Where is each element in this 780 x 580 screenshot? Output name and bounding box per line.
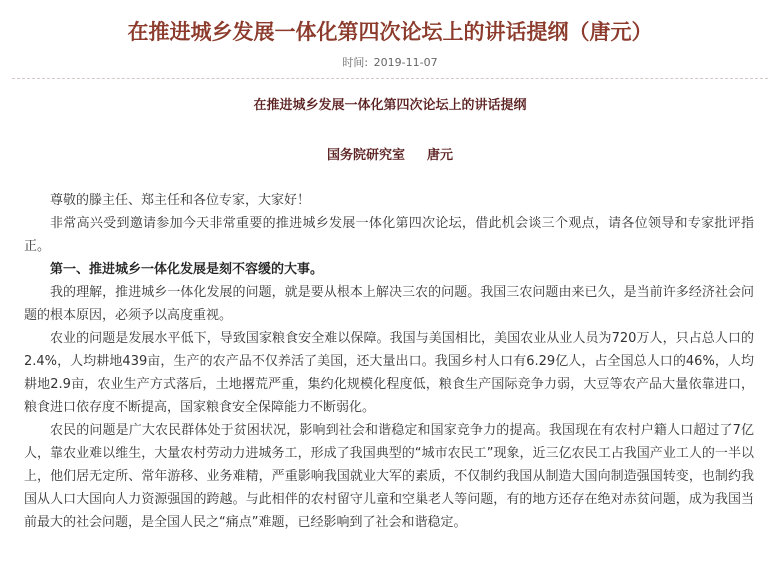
paragraph-farmers: 农民的问题是广大农民群体处于贫困状况，影响到社会和谐稳定和国家竞争力的提高。我国现在有农村户籍人口超过了7亿人，靠农业难以维生，大量农村劳动力进城务工，形成了我国典型的“城市农民工”现象，近三亿农民工占我国产业工人的一半以上，他们居无定所、常年游移、业务难精，严重影响我国就业大军的素质，不仅制约我国从制造大国向制造强国转变，也制约我国从人口大国向人力资源强国的跨越。与此相伴的农村留守儿童和空巢老人等问题，有的地方还存在绝对赤贫问题，成为我国当前最大的社会问题，是全国人民之“痛点”难题，已经影响到了社会和谐稳定。 bbox=[24, 423, 754, 530]
author-line bbox=[0, 146, 780, 166]
article-subtitle: 在推进城乡发展一体化第四次论坛上的讲话提纲 bbox=[253, 98, 527, 113]
paragraph-greeting: 尊敬的滕主任、郑主任和各位专家，大家好！ bbox=[50, 193, 311, 208]
article-body bbox=[24, 189, 754, 534]
section-heading-1: 第一、推进城乡一体化发展是刻不容缓的大事。 bbox=[50, 262, 324, 277]
time-label: 时间: bbox=[342, 56, 369, 69]
time-value: 2019-11-07 bbox=[373, 56, 438, 69]
author-name: 唐元 bbox=[427, 148, 454, 163]
paragraph-intro: 非常高兴受到邀请参加今天非常重要的推进城乡发展一体化第四次论坛，借此机会谈三个观点，请各位领导和专家批评指正。 bbox=[24, 216, 754, 254]
paragraph-agriculture: 农业的问题是发展水平低下，导致国家粮食安全难以保障。我国与美国相比，美国农业从业人员为720万人，只占总人口的2.4%，人均耕地439亩，生产的农产品不仅养活了美国，还大量出口。我国乡村人口有6.29亿人，占全国总人口的46%，人均耕地2.9亩，农业生产方式落后，土地撂荒严重，集约化规模化程度低，粮食生产国际竞争力弱，大豆等农产品大量依靠进口，粮食进口依存度不断提高，国家粮食安全保障能力不断弱化。 bbox=[24, 331, 754, 415]
paragraph-understanding: 我的理解，推进城乡一体化发展的问题，就是要从根本上解决三农的问题。我国三农问题由来已久，是当前许多经济社会问题的根本原因，必须予以高度重视。 bbox=[24, 285, 754, 323]
publish-meta bbox=[0, 55, 780, 71]
author-org: 国务院研究室 bbox=[326, 148, 405, 163]
title-divider bbox=[12, 78, 768, 79]
article-title: 在推进城乡发展一体化第四次论坛上的讲话提纲（唐元） bbox=[127, 20, 653, 44]
